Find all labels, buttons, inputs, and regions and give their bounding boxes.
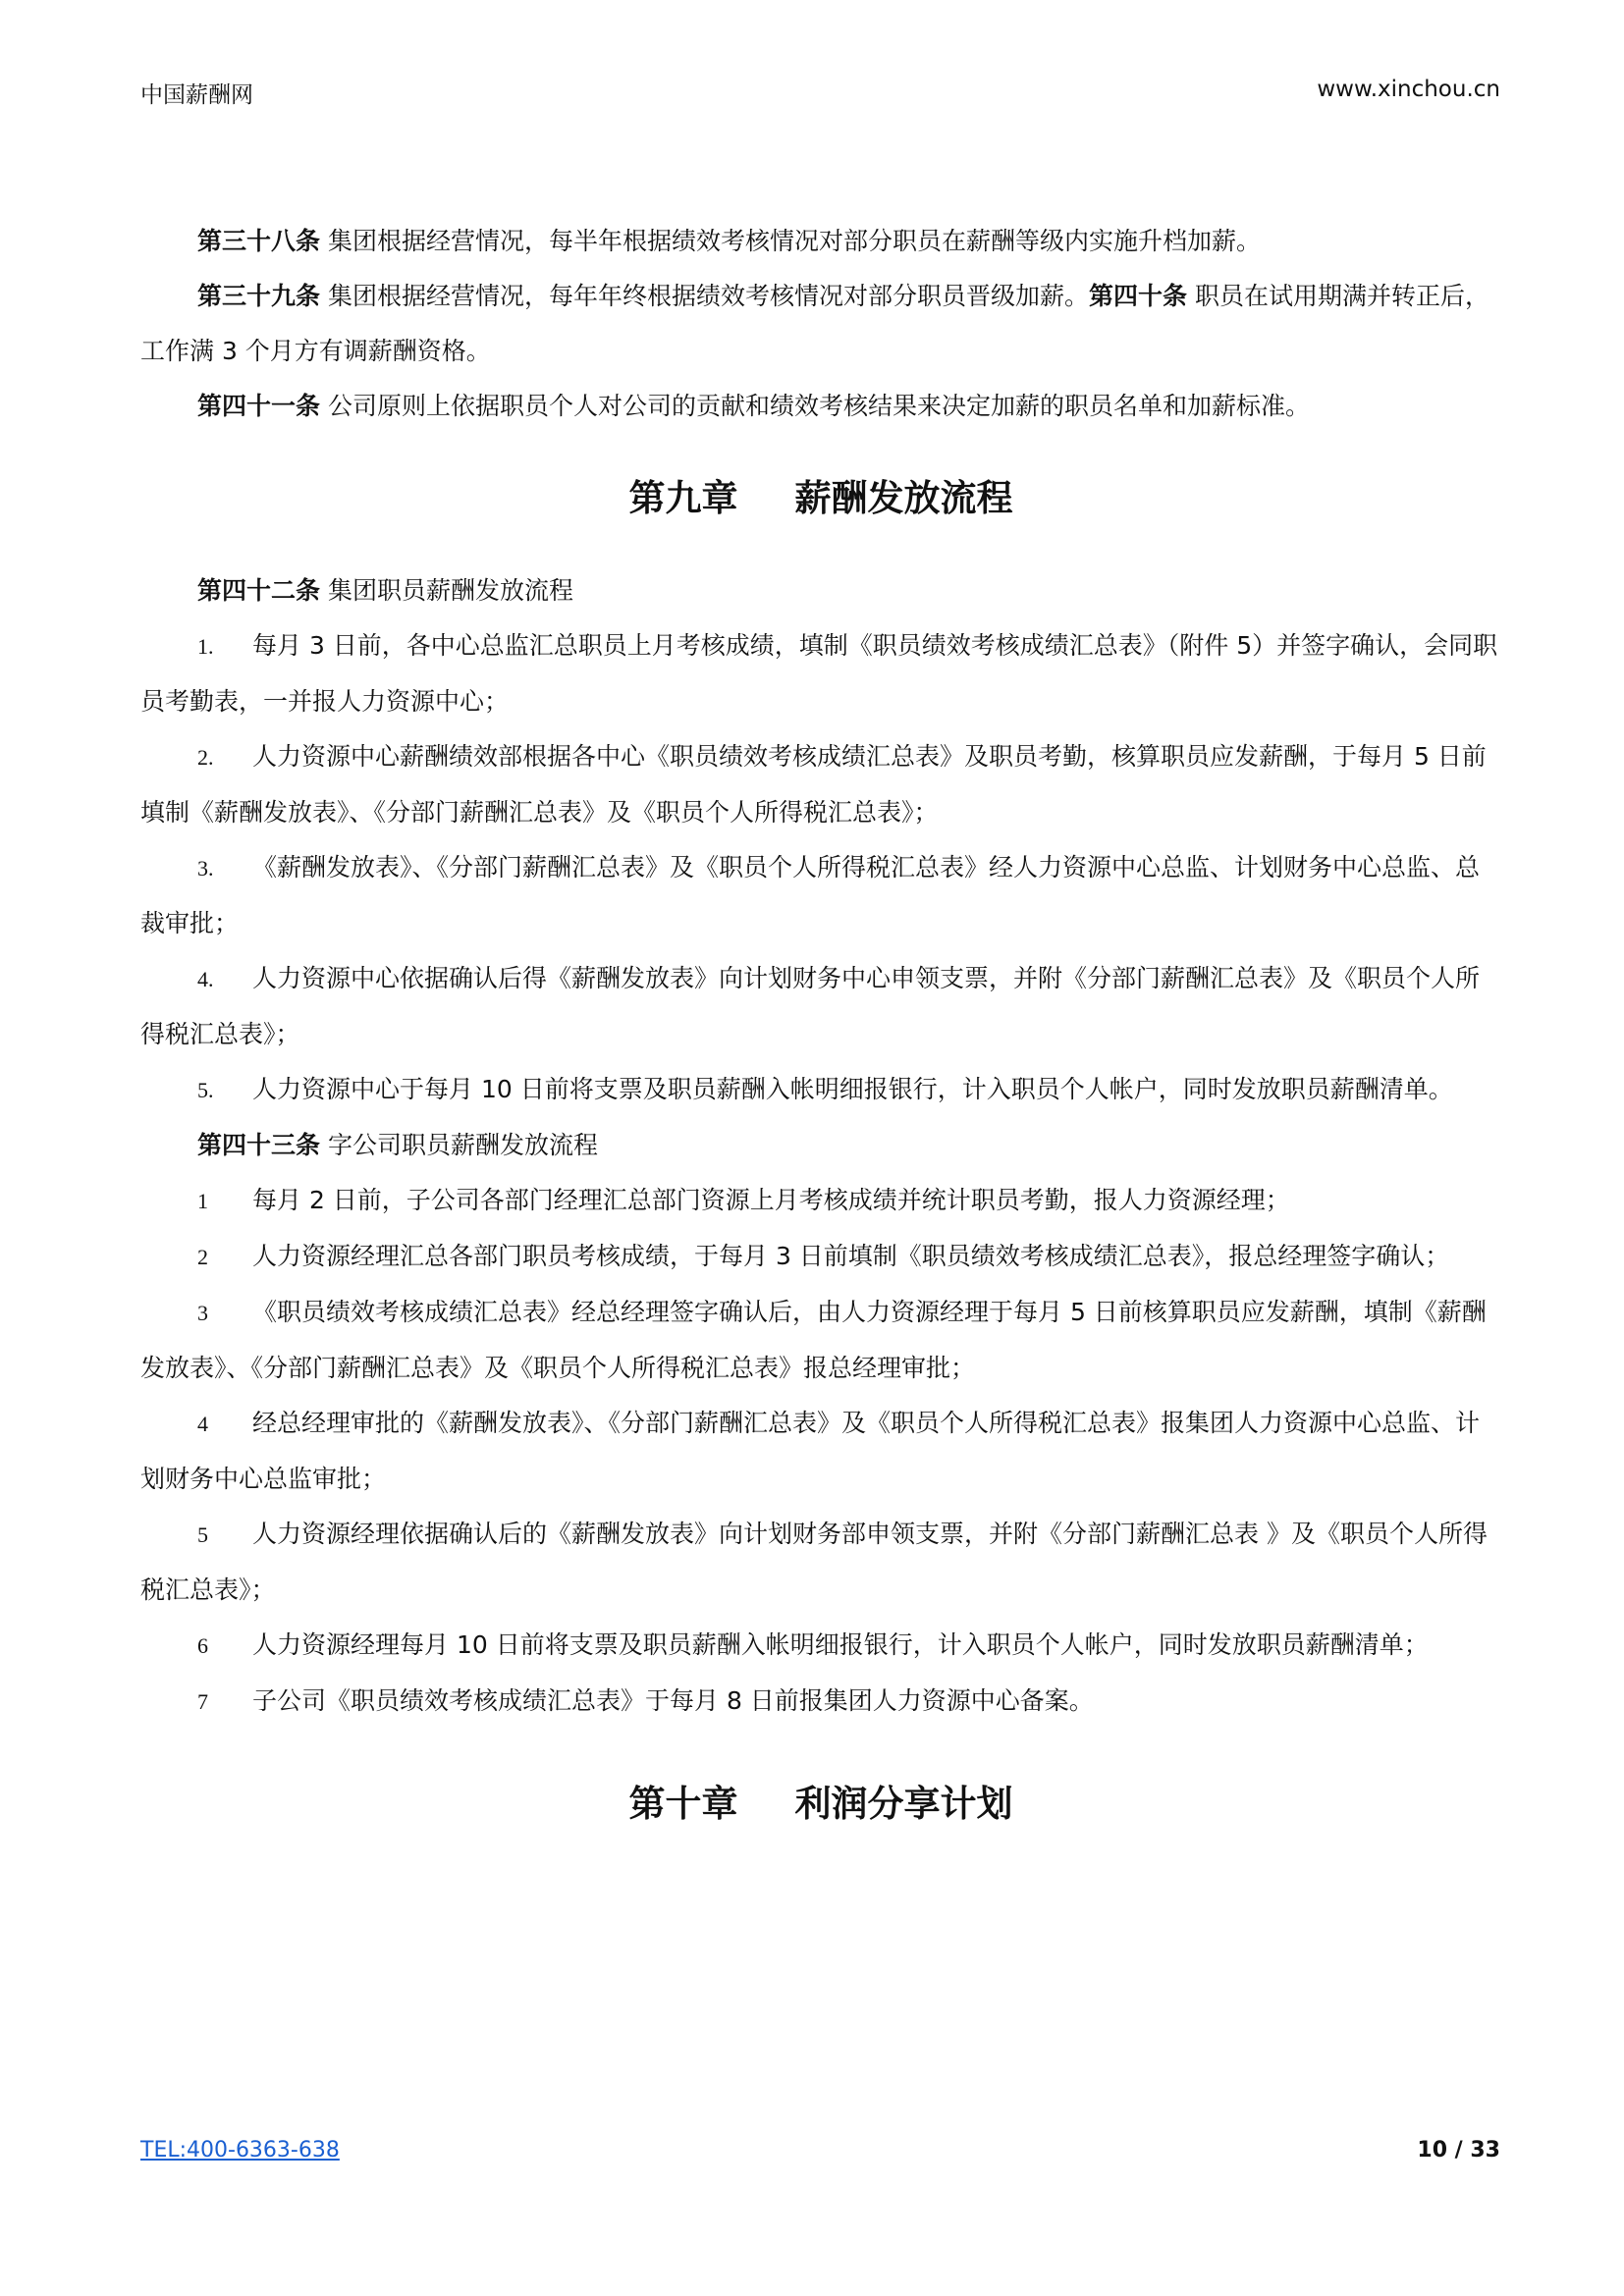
chapter-10-title: 利润分享计划	[794, 1783, 1013, 1825]
article-43-title: 第四十三条	[197, 1131, 321, 1159]
page-footer	[140, 2138, 1500, 2177]
article-41-title: 第四十一条	[197, 392, 321, 420]
list-item: 3 《职员绩效考核成绩汇总表》经总经理签字确认后，由人力资源经理于每月 5 日前核算职员应发薪酬，填制《薪酬发放表》、《分部门薪酬汇总表》及《职员个人所得税汇总表》报总经理审批；	[140, 1298, 1487, 1382]
article-38-title: 第三十八条	[197, 227, 321, 255]
chapter-9-title: 薪酬发放流程	[794, 477, 1013, 519]
article-39-text: 集团根据经营情况，每年年终根据绩效考核情况对部分职员晋级加薪。	[327, 282, 1089, 310]
list-item: 3. 《薪酬发放表》、《分部门薪酬汇总表》及《职员个人所得税汇总表》经人力资源中心总监、计划财务中心总监、总裁审批；	[140, 853, 1481, 937]
article-38-text: 集团根据经营情况，每半年根据绩效考核情况对部分职员在薪酬等级内实施升档加薪。	[327, 227, 1261, 255]
site-url[interactable]: www.xinchou.cn	[1317, 77, 1500, 102]
list-item: 4 经总经理审批的《薪酬发放表》、《分部门薪酬汇总表》及《职员个人所得税汇总表》报集团人力资源中心总监、计划财务中心总监审批；	[140, 1409, 1481, 1493]
article-41-text: 公司原则上依据职员个人对公司的贡献和绩效考核结果来决定加薪的职员名单和加薪标准。	[327, 392, 1310, 420]
page-number	[1417, 2138, 1500, 2163]
chapter-9-heading	[140, 471, 1501, 526]
article-43	[140, 1118, 1501, 1173]
chapter-9-number: 第九章	[628, 477, 738, 519]
article-39-title: 第三十九条	[197, 282, 321, 310]
page-current: 10	[1417, 2138, 1448, 2163]
page-total: 33	[1470, 2138, 1500, 2163]
list-item: 4. 人力资源中心依据确认后得《薪酬发放表》向计划财务中心申领支票，并附《分部门薪酬汇总表》及《职员个人所得税汇总表》；	[140, 964, 1481, 1048]
list-item: 5. 人力资源中心于每月 10 日前将支票及职员薪酬入帐明细报银行，计入职员个人帐户，同时发放职员薪酬清单。	[197, 1075, 1453, 1103]
document-body	[140, 214, 1501, 1832]
page-separator: /	[1447, 2138, 1471, 2163]
article-42-text: 集团职员薪酬发放流程	[327, 576, 573, 605]
article-39-40	[140, 269, 1501, 379]
list-item: 5 人力资源经理依据确认后的《薪酬发放表》向计划财务部申领支票，并附《分部门薪酬汇总表 》及《职员个人所得税汇总表》；	[140, 1520, 1488, 1604]
article-43-text: 字公司职员薪酬发放流程	[327, 1131, 598, 1159]
chapter-10-heading	[140, 1777, 1501, 1832]
article-42-title: 第四十二条	[197, 576, 321, 605]
article-40-title: 第四十条	[1088, 282, 1187, 310]
list-item: 7 子公司《职员绩效考核成绩汇总表》于每月 8 日前报集团人力资源中心备案。	[197, 1686, 1094, 1715]
list-item: 2 人力资源经理汇总各部门职员考核成绩，于每月 3 日前填制《职员绩效考核成绩汇总表》，报总经理签字确认；	[197, 1242, 1450, 1270]
article-40-text: 职员在试用期满并转正后，工作满 3 个月方有调薪酬资格。	[140, 282, 1489, 365]
page-header	[140, 77, 1500, 116]
article-38	[140, 214, 1501, 269]
phone-link[interactable]: TEL:400-6363-638	[140, 2138, 340, 2163]
list-item: 1 每月 2 日前，子公司各部门经理汇总部门资源上月考核成绩并统计职员考勤，报人力资源经理；	[197, 1186, 1290, 1214]
article-41	[140, 379, 1501, 434]
site-name: 中国薪酬网	[140, 82, 253, 108]
list-item: 1. 每月 3 日前，各中心总监汇总职员上月考核成绩，填制《职员绩效考核成绩汇总表》（附件 5）并签字确认，会同职员考勤表，一并报人力资源中心；	[140, 631, 1498, 716]
article-42	[140, 563, 1501, 618]
chapter-10-number: 第十章	[628, 1783, 738, 1825]
list-item: 2. 人力资源中心薪酬绩效部根据各中心《职员绩效考核成绩汇总表》及职员考勤，核算职员应发薪酬，于每月 5 日前填制《薪酬发放表》、《分部门薪酬汇总表》及《职员个人所得税汇总表》；	[140, 742, 1487, 827]
list-item: 6 人力资源经理每月 10 日前将支票及职员薪酬入帐明细报银行，计入职员个人帐户，同时发放职员薪酬清单；	[197, 1630, 1429, 1659]
